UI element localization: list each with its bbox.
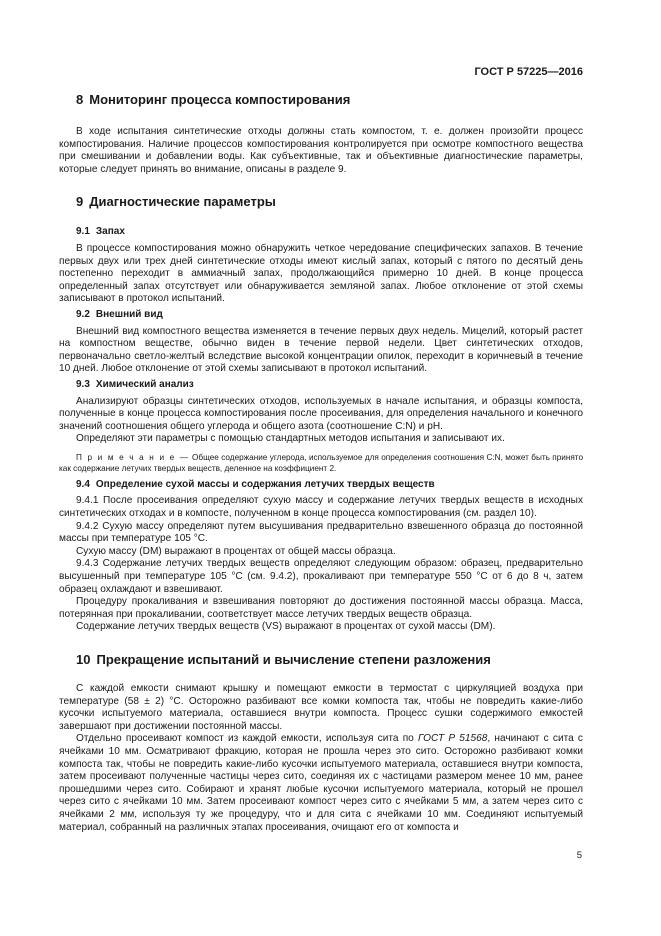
subsection-9-4-number: 9.4	[76, 478, 90, 490]
subsection-9-2-title: Внешний вид	[95, 308, 163, 320]
clause-9-4-3: 9.4.3 Содержание летучих твердых веществ определяют следующим образом: образец, предварительно высушенный при температуре 105 °С (см. 9.4.2), прокаливают при температуре 550 °С от 6 до 8 ч, затем образец охлаждают и взвешивают.	[59, 558, 583, 595]
clause-9-4-1: 9.4.1 После просеивания определяют сухую массу и содержание летучих твердых веществ в исходных синтетических отходах и в компосте, полученном в конце процесса компостирования (см. раздел 10).	[59, 495, 583, 520]
clause-9-4-3-paragraph-3: Содержание летучих твердых веществ (VS) выражают в процентах от сухой массы (DM).	[76, 621, 496, 633]
clause-9-4-2: 9.4.2 Сухую массу определяют путем высушивания предварительно взвешенного образца до постоянной массы при температуре 105 °С.	[59, 520, 583, 545]
subsection-9-1-paragraph: В процессе компостирования можно обнаружить четкое чередование специфических запахов. В течение первых двух или трех дней синтетические отходы имеют кислый запах, который с пятого по десятый день постепенно переходит в аммиачный запах, продолжающийся примерно 10 дней. В конце процесса определенный запах отсутствует или обнаруживается земляной запах. Любое отклонение от этой схемы записывают в протокол испытаний.	[59, 242, 583, 305]
note-label: П р и м е ч а н и е —	[76, 452, 190, 462]
subsection-9-3-paragraph-1: Анализируют образцы синтетических отходов, используемых в начале испытания, и образцы компоста, полученные в конце процесса компостирования после просеивания, для определения начального и конечного значений соотношения общего углерода и общего азота (соотношение C:N) и pH.	[59, 395, 583, 432]
subsection-9-3-title: Химический анализ	[95, 378, 194, 390]
subsection-9-2-heading	[59, 309, 583, 322]
subsection-9-2-number: 9.2	[76, 308, 90, 320]
standard-reference: ГОСТ Р 51568	[418, 733, 488, 745]
section-8-paragraph: В ходе испытания синтетические отходы должны стать компостом, т. е. должен произойти процесс компостирования. Наличие процессов компостирования контролируется при осмотре компостного вещества при смешивании и добавлении воды. Как субъективные, так и объективные диагностические параметры, которые следует принять во внимание, описаны в разделе 9.	[59, 126, 583, 175]
subsection-9-1-number: 9.1	[76, 226, 90, 238]
subsection-9-3-paragraph-2: Определяют эти параметры с помощью стандартных методов испытания и записывают их.	[76, 433, 505, 445]
note-text: Общее содержание углерода, используемое для определения соотношения C:N, может быть принято как содержание летучих твердых веществ, деленное на коэффициент 2.	[59, 452, 584, 473]
section-10-paragraph-2-start: Отдельно просеивают компост из каждой емкости, используя сита по	[76, 733, 418, 745]
section-8-title: Мониторинг процесса компостирования	[89, 92, 351, 107]
section-10-heading	[59, 652, 583, 668]
section-8-heading	[59, 92, 583, 108]
section-10-number: 10	[76, 652, 91, 667]
subsection-9-2-paragraph: Внешний вид компостного вещества изменяется в течение первых двух недель. Мицелий, который растет на компостном веществе, обычно виден в течение первой недели. Цвет синтетических отходов, первоначально светло-желтый вследствие высокой концентрации опилок, переходит в коричневый в течение 10 дней. Любое отклонение от этой схемы записывают в протокол испытаний.	[59, 325, 583, 375]
subsection-9-1-heading	[59, 226, 583, 239]
clause-9-4-2-continued: Сухую массу (DM) выражают в процентах от общей массы образца.	[76, 545, 396, 557]
clause-9-4-3-paragraph-2: Процедуру прокаливания и взвешивания повторяют до достижения постоянной массы образца. Масса, потерянная при прокаливании, соответствует массе летучих твердых веществ образца.	[59, 596, 583, 620]
subsection-9-3-number: 9.3	[76, 378, 90, 390]
section-9-title: Диагностические параметры	[89, 194, 276, 210]
subsection-9-1-title: Запах	[95, 226, 125, 238]
section-8-number: 8	[76, 92, 84, 107]
section-10-title: Прекращение испытаний и вычисление степени разложения	[96, 652, 491, 667]
subsection-9-4-title: Определение сухой массы и содержания летучих твердых веществ	[95, 478, 435, 490]
section-9-heading	[59, 194, 583, 210]
note	[59, 452, 583, 474]
section-10-paragraph-2-rest: , начинают с сита с ячейками 10 мм. Осматривают фракцию, которая не прошла через это сито. Осторожно разбивают комки компоста так, чтобы не повредить какие-либо кусочки испытуемого материала, оставшиеся внутри компоста, затем просеивают полученные частицы через сито, соединяя их с частицами размером менее 10 мм, ранее прошедшими через сито. Собирают и хранят любые кусочки испытуемого материала, который не прошел через сито с ячейками 10 мм. Затем просеивают компост через сито с ячейками 5 мм, а затем через сито с ячейками 2 мм, используя ту же процедуру, что и для сита с ячейками 10 мм. Соединяют испытуемый материал, собранный на различных этапах просеивания, очищают его от компоста и	[59, 733, 583, 833]
section-10-paragraph-2	[59, 733, 583, 834]
section-10-paragraph-1: С каждой емкости снимают крышку и помещают емкости в термостат с циркуляцией воздуха при температуре (58 ± 2) °С. Осторожно разбивают все комки компоста так, чтобы не повредить какие-либо кусочки испытуемого материала, оставшиеся внутри компоста. Процесс сушки содержимого емкостей завершают при достижении постоянной массы.	[59, 683, 583, 732]
document-body	[59, 92, 583, 834]
subsection-9-3-heading	[59, 379, 583, 392]
page-number: 5	[576, 850, 582, 861]
section-9-number: 9	[76, 194, 84, 210]
subsection-9-4-heading	[59, 479, 583, 492]
document-header: ГОСТ Р 57225—2016	[474, 66, 583, 78]
